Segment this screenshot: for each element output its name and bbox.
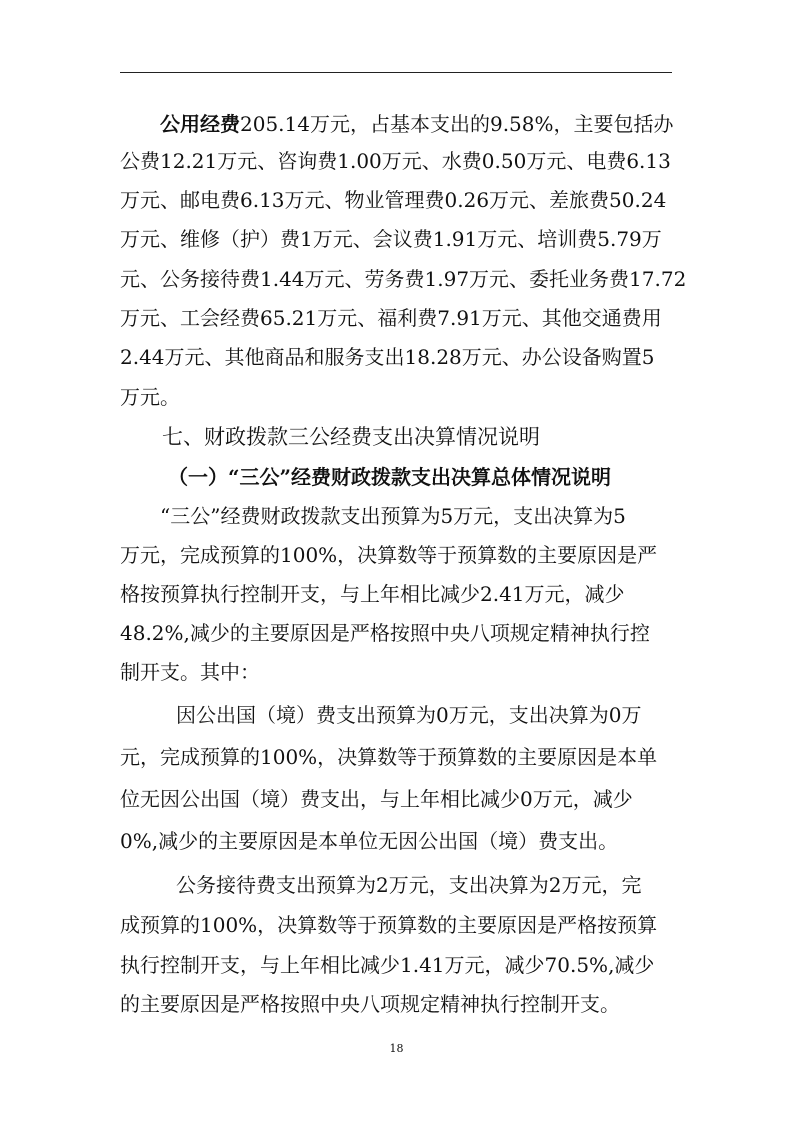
para1-line-7: 2.44万元、其他商品和服务支出18.28万元、办公设备购置5 [120,345,655,369]
para2-line-1: “三公”经费财政拨款支出预算为5万元，支出决算为5 [160,504,626,528]
section-7-heading: 七、财政拨款三公经费支出决算情况说明 [162,425,540,449]
para3-line-2: 元，完成预算的100%，决算数等于预算数的主要原因是本单 [120,745,658,769]
para2-line-2: 万元，完成预算的100%，决算数等于预算数的主要原因是严 [120,543,658,567]
para1-line-2: 公费12.21万元、咨询费1.00万元、水费0.50万元、电费6.13 [120,149,671,173]
para3-line-1: 因公出国（境）费支出预算为0万元，支出决算为0万 [176,703,642,727]
para3-line-3: 位无因公出国（境）费支出，与上年相比减少0万元，减少 [120,787,633,811]
para1-line-5: 元、公务接待费1.44万元、劳务费1.97万元、委托业务费17.72 [120,267,687,291]
page-number: 18 [389,1042,404,1055]
para4-line-4: 的主要原因是严格按照中央八项规定精神执行控制开支。 [120,992,620,1016]
para1-line-1-rest: 205.14万元，占基本支出的9.58%，主要包括办 [240,112,674,136]
para3-line-4: 0%,减少的主要原因是本单位无因公出国（境）费支出。 [120,829,619,853]
para1-lead-bold: 公用经费 [160,112,240,136]
para4-line-2: 成预算的100%，决算数等于预算数的主要原因是严格按预算 [120,913,658,937]
para4-line-1: 公务接待费支出预算为2万元，支出决算为2万元，完 [176,873,642,897]
para1-line-8: 万元。 [120,385,180,409]
para1-line-1 [160,111,720,137]
para1-line-6: 万元、工会经费65.21万元、福利费7.91万元、其他交通费用 [120,306,662,330]
para1-line-4: 万元、维修（护）费1万元、会议费1.91万元、培训费5.79万 [120,227,662,251]
para2-line-4: 48.2%,减少的主要原因是严格按照中央八项规定精神执行控 [120,621,650,645]
subsection-1-heading: （一）“三公”经费财政拨款支出决算总体情况说明 [168,465,612,489]
para2-line-3: 格按预算执行控制开支，与上年相比减少2.41万元，减少 [120,582,625,606]
para1-line-3: 万元、邮电费6.13万元、物业管理费0.26万元、差旅费50.24 [120,188,667,212]
para4-line-3: 执行控制开支，与上年相比减少1.41万元，减少70.5%,减少 [120,953,655,977]
para2-line-5: 制开支。其中： [120,660,260,684]
header-rule [120,72,672,73]
